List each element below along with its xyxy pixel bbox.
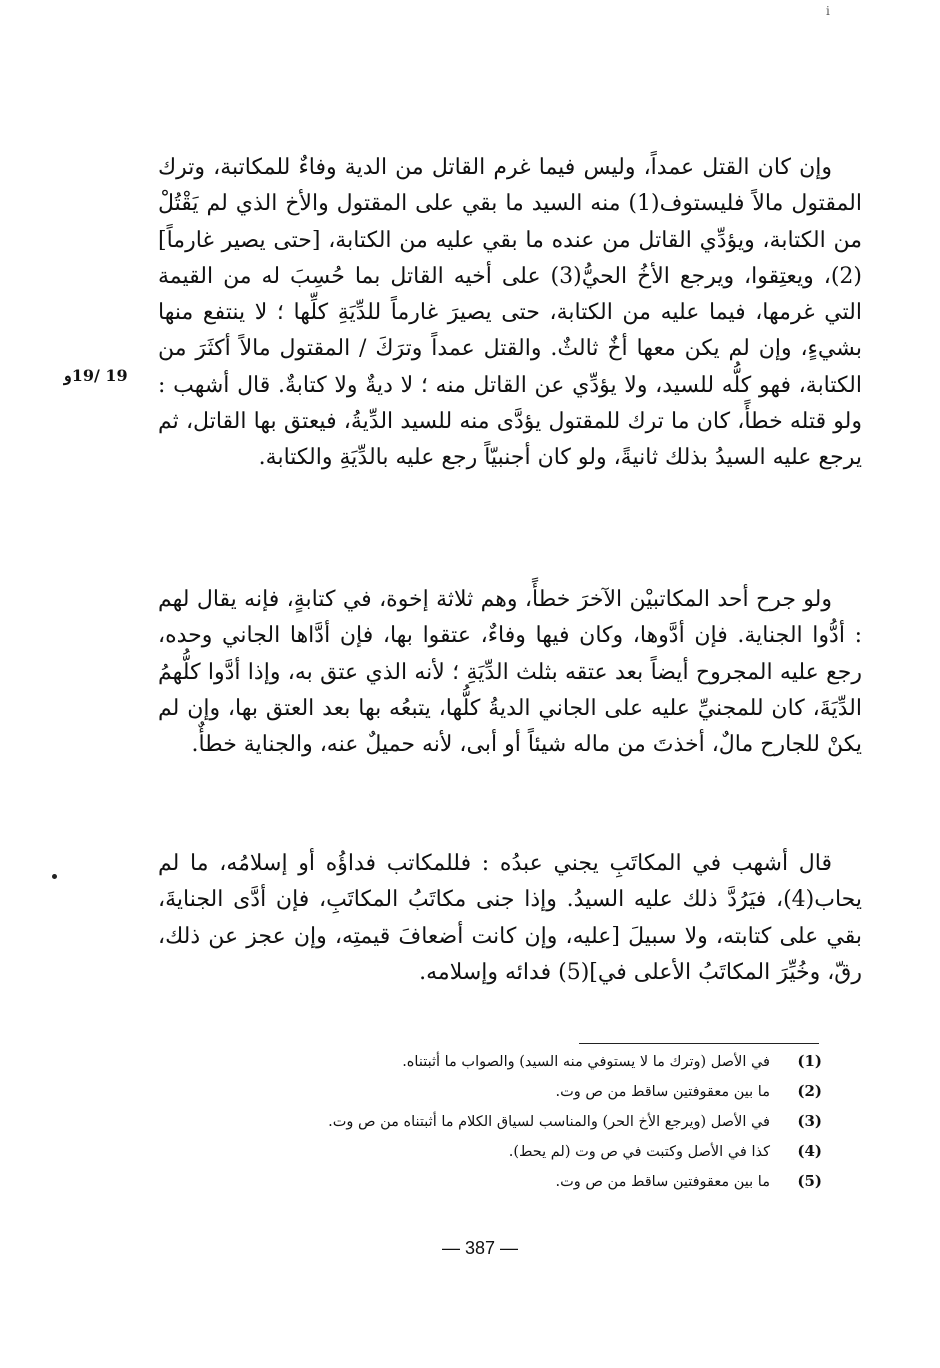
paragraph-text: ولو جرح أحد المكاتبيْن الآخرَ خطأً، وهم ثلاثة إخوة، في كتابةٍ، فإنه يقال لهم : أدُّوا الجناية. فإن أدَّوها، وكان فيها وفاءٌ، عتقوا بها، فإن أدَّاها الجاني وحده، رجع عليه المجروح أيضاً بعد عتقه بثلث الدِّيَةِ ؛ لأنه الذي عتق به، وإذا أدَّوا كلُّهمُ الدِّيَةَ، كان للمجنيِّ عليه على الجاني الديةُ كلُّها، يتبعُه بها بعد العتق بها، وإن لم يكنْ للجارح مالٌ، أخذتَ من ماله شيئاً أو أبى، لأنه حميلٌ عنه، والجناية خطأٌ. bbox=[158, 587, 862, 758]
paragraph-3 bbox=[158, 846, 862, 991]
footnote-number: (2) bbox=[797, 1082, 822, 1100]
corner-mark: i bbox=[826, 4, 830, 18]
footnote-item bbox=[200, 1052, 822, 1082]
footnote-number: (3) bbox=[797, 1112, 822, 1130]
footnote-number: (5) bbox=[797, 1172, 822, 1190]
footnote-text: في الأصل (وترك ما لا يستوفي منه السيد) والصواب ما أثبتناه. bbox=[402, 1054, 770, 1070]
manuscript-folio-note: 19 /19و bbox=[64, 366, 128, 385]
page-number: — 387 — bbox=[441, 1238, 519, 1258]
paragraph-text: وإن كان القتل عمداً، وليس فيما غرم القاتل من الدية وفاءٌ للمكاتبة، وترك المقتول مالاً فليستوف(1) منه السيد ما بقي على المقتول والأخ الذي لم يَقْتُلْ من الكتابة، ويؤدِّي القاتل من عنده ما بقي عليه من الكتابة، [حتى يصير غارماً](2)، ويعتِقوا، ويرجع الأخُ الحيُّ(3) على أخيه القاتل بما حُسِبَ له من القيمة التي غرمها، فيما عليه من الكتابة، حتى يصيرَ غارماً للدِّيَةِ كلِّها ؛ لا ينتفع منها بشيءٍ، وإن لم يكن معها أخٌ ثالثٌ. والقتل عمداً وترَكَ / المقتول مالاً أكثَرَ من الكتابة، فهو كلُّه للسيد، ولا يؤدِّي عن القاتل منه ؛ لا ديةٌ ولا كتابةٌ. قال أشهب : ولو قتله خطأً، كان ما ترك للمقتول يؤدَّى منه للسيد الدِّيةُ، فيعتق بها القاتل، ثم يرجع عليه السيدُ بذلك ثانيةً، ولو كان أجنبيّاً رجع عليه بالدِّيَةِ والكتابة. bbox=[158, 155, 862, 471]
footnote-item bbox=[200, 1082, 822, 1112]
footnote-number: (4) bbox=[797, 1142, 822, 1160]
footnote-item bbox=[200, 1142, 822, 1172]
footnote-text: في الأصل (ويرجع الأخ الحر) والمناسب لسياق الكلام ما أثبتناه من ص وت. bbox=[328, 1114, 770, 1130]
footnote-text: كذا في الأصل وكتبت في ص وت (لم يحط). bbox=[508, 1144, 770, 1160]
paragraph-text: قال أشهب في المكاتَبِ يجني عبدُه : فللمكاتب فداؤُه أو إسلامُه، ما لم يحاب(4)، فيَرُدَّ ذلك عليه السيدُ. وإذا جنى مكاتَبُ المكاتَبِ، فإن أدَّى الجنايةَ، بقي على كتابته، ولا سبيلَ [عليه، وإن كانت أضعافَ قيمتِه، وإن عجز عن ذلك، رقّ، وخُيِّرَ المكاتَبُ الأعلى في](5) فدائه وإسلامه. bbox=[158, 851, 862, 985]
paragraph-1 bbox=[158, 150, 862, 477]
footnote-item bbox=[200, 1172, 822, 1202]
footnote-separator bbox=[579, 1043, 819, 1044]
footnote-number: (1) bbox=[797, 1052, 822, 1070]
footnote-item bbox=[200, 1112, 822, 1142]
footnotes bbox=[200, 1052, 822, 1202]
paragraph-2 bbox=[158, 582, 862, 763]
margin-dot bbox=[52, 874, 57, 879]
footnote-text: ما بين معقوفتين ساقط من ص وت. bbox=[555, 1174, 770, 1190]
footnote-text: ما بين معقوفتين ساقط من ص وت. bbox=[555, 1084, 770, 1100]
